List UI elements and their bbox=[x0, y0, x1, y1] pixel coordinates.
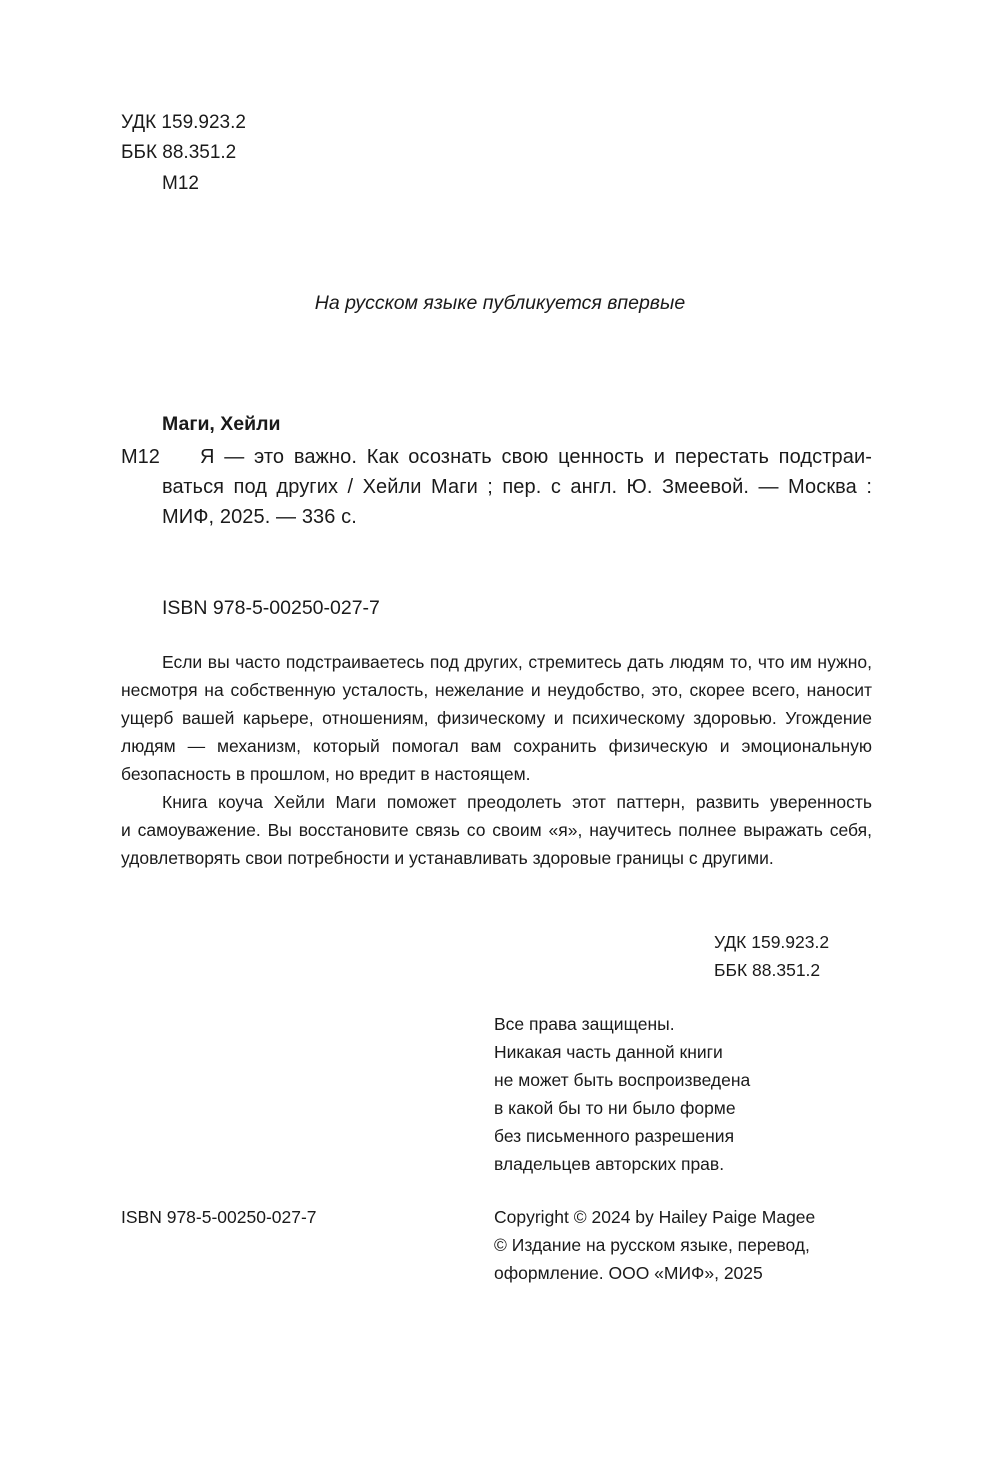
author-name: Маги, Хейли bbox=[162, 413, 281, 435]
annotation-p2-line-1: Книга коуча Хейли Маги поможет преодолеть этот паттерн, развить уверенность bbox=[162, 792, 872, 812]
annotation-p1-line-3: ущерб вашей карьере, отношениям, физическому и психическому здоровью. Угождение bbox=[121, 708, 872, 728]
rights-line-6: владельцев авторских прав. bbox=[494, 1154, 725, 1174]
rights-line-2: Никакая часть данной книги bbox=[494, 1042, 723, 1062]
rights-line-4: в какой бы то ни было форме bbox=[494, 1098, 736, 1118]
annotation-p1-line-1: Если вы часто подстраиваетесь под других, стремитесь дать людям то, что им нужно, bbox=[162, 652, 872, 672]
isbn-entry: ISBN 978-5-00250-027-7 bbox=[162, 597, 380, 619]
title-line-1: Я — это важно. Как осознать свою ценность и перестать подстраи- bbox=[200, 446, 872, 468]
rights-line-5: без письменного разрешения bbox=[494, 1126, 735, 1146]
copyright-line-2: © Издание на русском языке, перевод, bbox=[494, 1235, 810, 1255]
title-line-3: МИФ, 2025. — 336 с. bbox=[162, 506, 357, 528]
annotation-p1-line-2: несмотря на собственную усталость, нежелание и неудобство, это, скорее всего, наносит bbox=[121, 680, 872, 700]
author-sign-top: М12 bbox=[162, 173, 199, 194]
annotation-p1-line-5: безопасность в прошлом, но вредит в настоящем. bbox=[121, 764, 531, 784]
udk-code-bottom: УДК 159.923.2 bbox=[714, 932, 830, 952]
annotation-p1-line-4: людям — механизм, который помогал вам сохранить физическую и эмоциональную bbox=[121, 736, 872, 756]
rights-line-3: не может быть воспроизведена bbox=[494, 1070, 751, 1090]
first-publication-note: На русском языке публикуется впервые bbox=[314, 292, 686, 314]
title-line-2: ваться под других / Хейли Маги ; пер. с англ. Ю. Змеевой. — Москва : bbox=[162, 476, 872, 498]
bbk-code-bottom: ББК 88.351.2 bbox=[714, 960, 821, 980]
annotation-p2-line-2: и самоуважение. Вы восстановите связь со своим «я», научитесь полнее выражать себя, bbox=[121, 820, 872, 840]
copyright-line-1: Copyright © 2024 by Hailey Paige Magee bbox=[494, 1207, 816, 1227]
rights-line-1: Все права защищены. bbox=[494, 1014, 675, 1034]
bbk-code-top: ББК 88.351.2 bbox=[121, 142, 237, 163]
isbn-bottom: ISBN 978-5-00250-027-7 bbox=[121, 1207, 317, 1227]
udk-code-top: УДК 159.923.2 bbox=[121, 112, 246, 133]
annotation-p2-line-3: удовлетворять свои потребности и устанавливать здоровые границы с другими. bbox=[121, 848, 774, 868]
copyright-line-3: оформление. ООО «МИФ», 2025 bbox=[494, 1263, 763, 1283]
author-sign: М12 bbox=[121, 446, 160, 468]
